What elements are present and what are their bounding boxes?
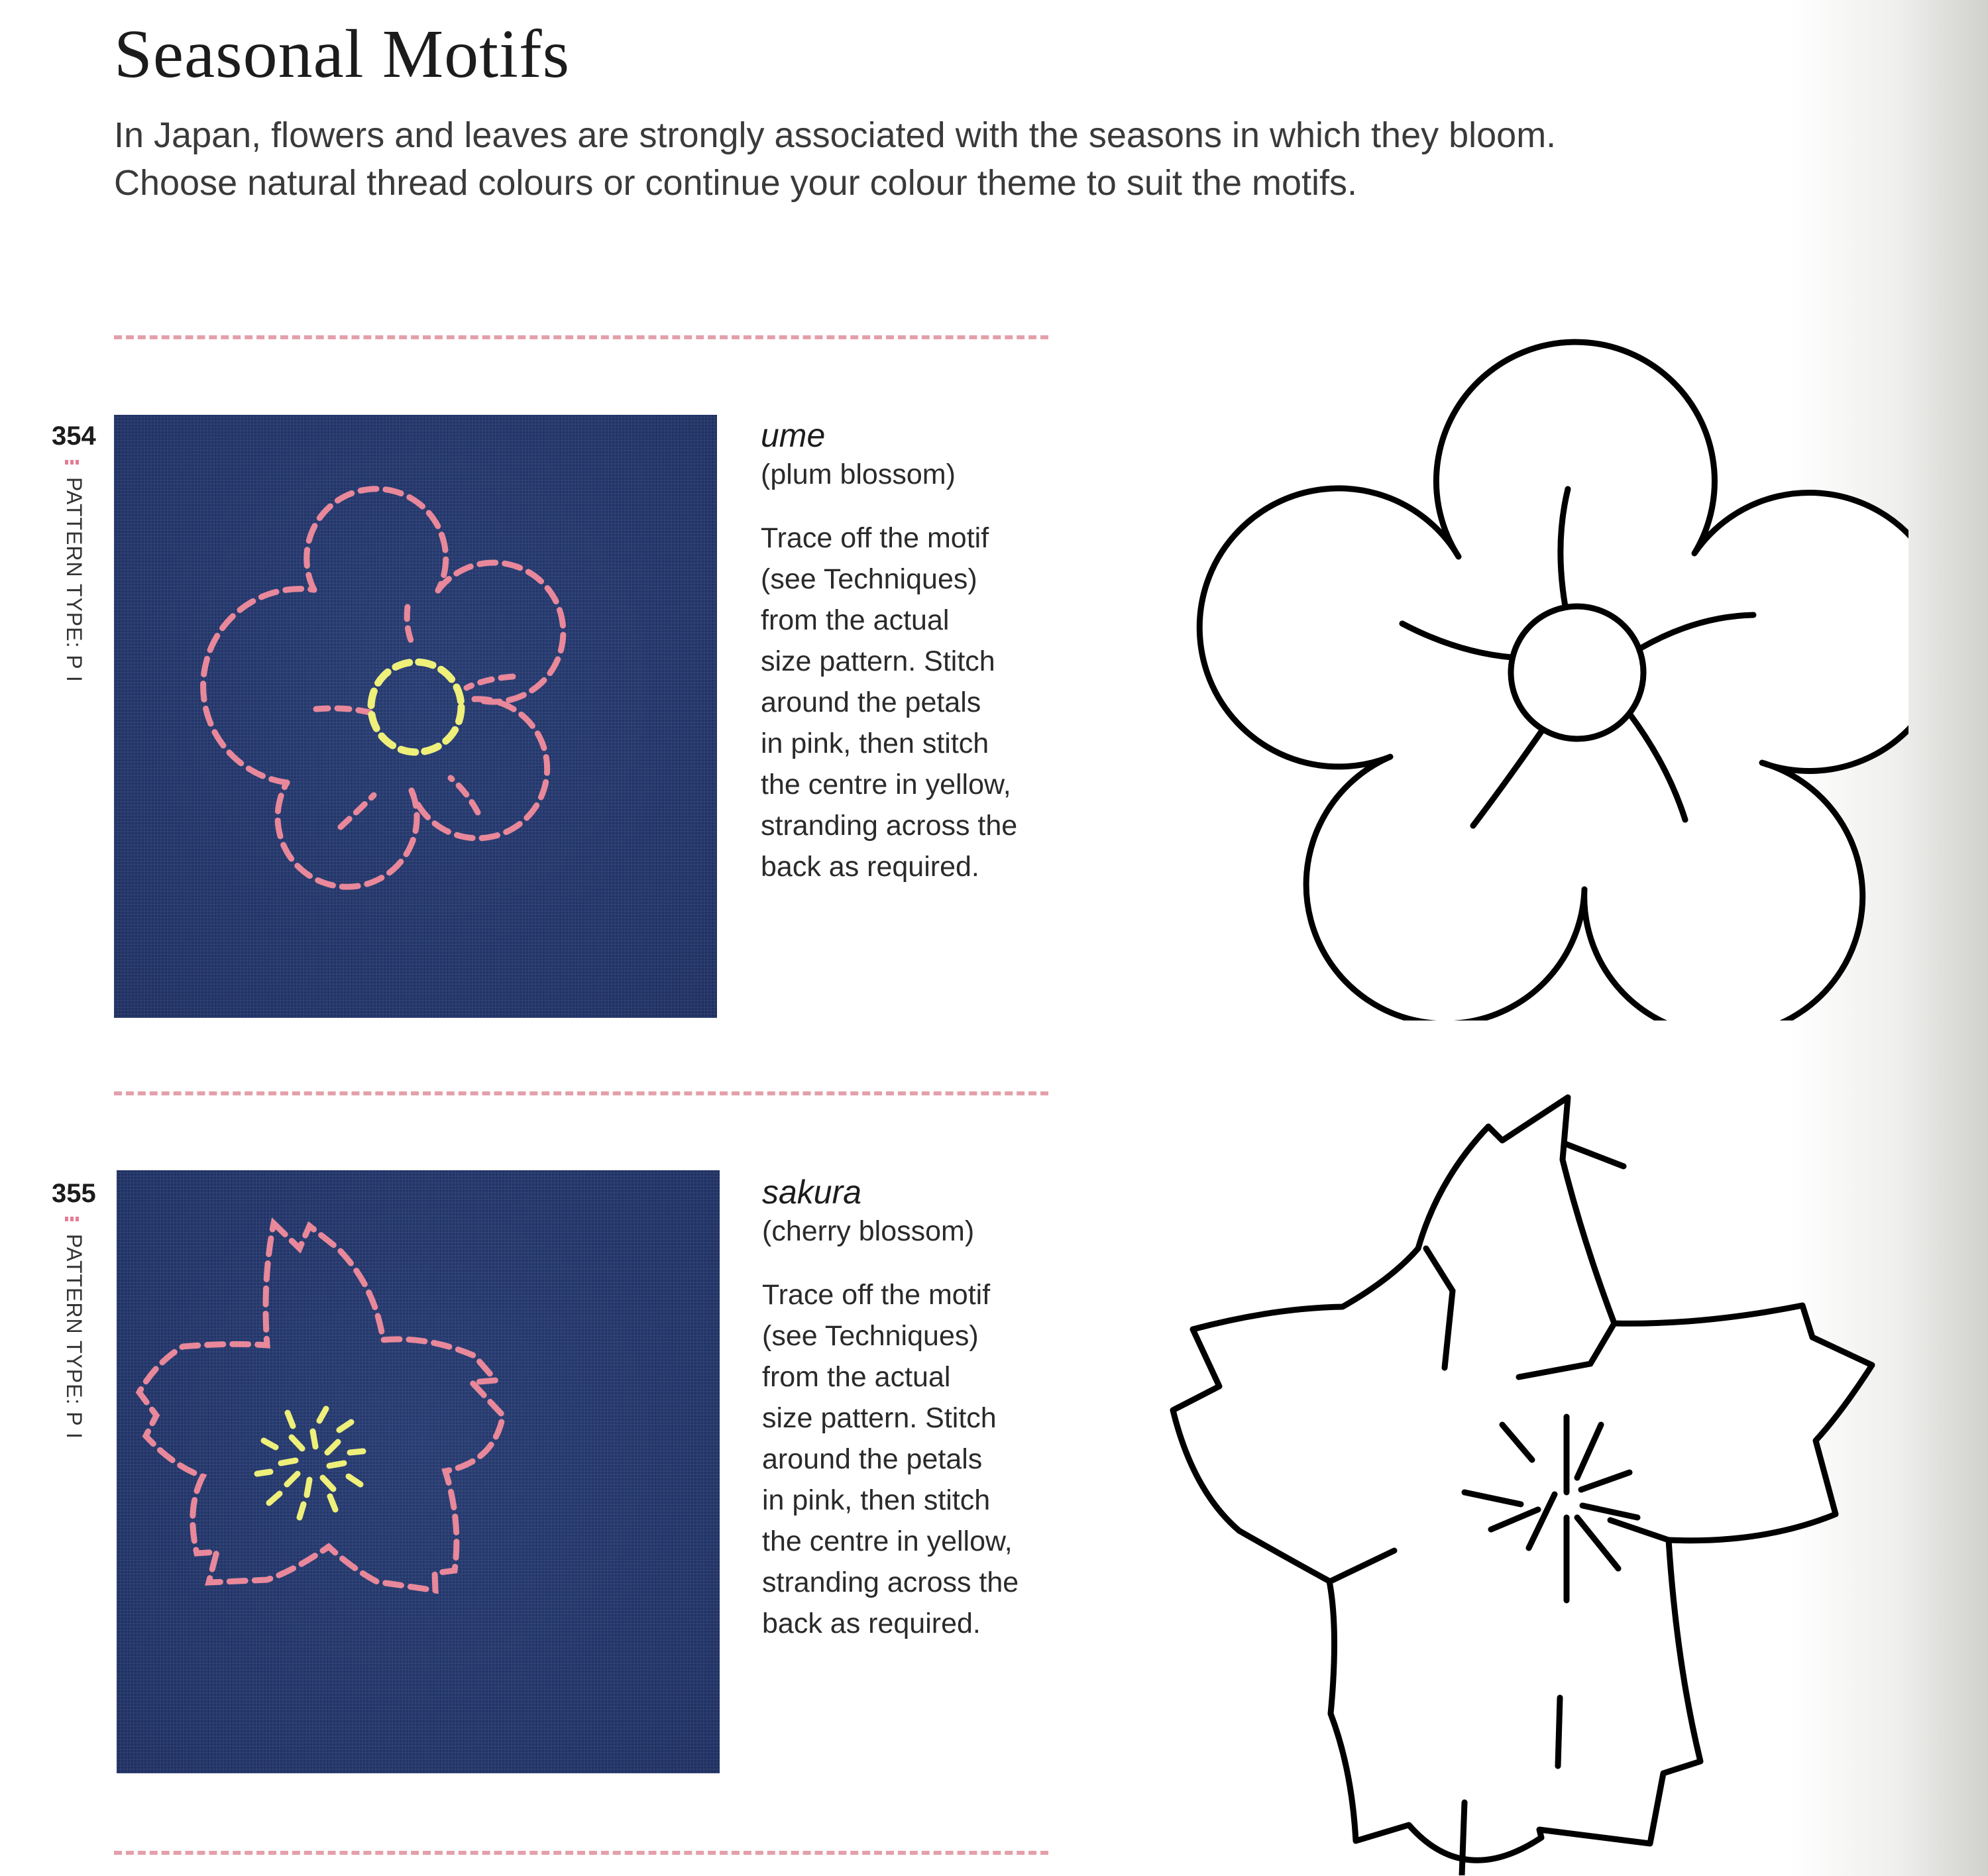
dashed-divider (114, 335, 1048, 339)
motif-instructions: Trace off the motif (see Techniques) from the actual size pattern. Stitch around the petals in pink, then stitch the centre in yellow, stranding across the back as required. (762, 1279, 1019, 1639)
pattern-number: 355 (52, 1179, 96, 1208)
dashed-divider (114, 1851, 1048, 1855)
sakura-stitched-sample-photo (117, 1170, 720, 1773)
intro-line: Choose natural thread colours or continue your colour theme to suit the motifs. (114, 163, 1357, 203)
sakura-stitch-pattern (117, 1170, 720, 1773)
number-mark (65, 1217, 80, 1221)
intro-line: In Japan, flowers and leaves are strongly associated with the seasons in which they bloom. (114, 115, 1557, 155)
ume-stitch-pattern (114, 415, 717, 1018)
pattern-number: 354 (52, 421, 96, 451)
sakura-tracing-template (1153, 1080, 1955, 1875)
pattern-type-label: PATTERN TYPE: P I (62, 1234, 86, 1439)
motif-translation: (plum blossom) (761, 459, 956, 490)
intro-text (114, 111, 1771, 207)
motif-name-sakura: sakura (762, 1174, 862, 1211)
number-mark (65, 460, 80, 465)
dashed-divider (114, 1091, 1048, 1095)
page-title: Seasonal Motifs (114, 16, 571, 92)
ume-tracing-template (1180, 292, 1908, 1021)
pattern-type-label: PATTERN TYPE: P I (62, 477, 86, 683)
motif-name-ume: ume (761, 417, 826, 454)
motif-translation: (cherry blossom) (762, 1215, 975, 1247)
motif-instructions: Trace off the motif (see Techniques) from the actual size pattern. Stitch around the petals in pink, then stitch the centre in yellow, stranding across the back as required. (761, 522, 1018, 883)
ume-stitched-sample-photo (114, 415, 717, 1018)
